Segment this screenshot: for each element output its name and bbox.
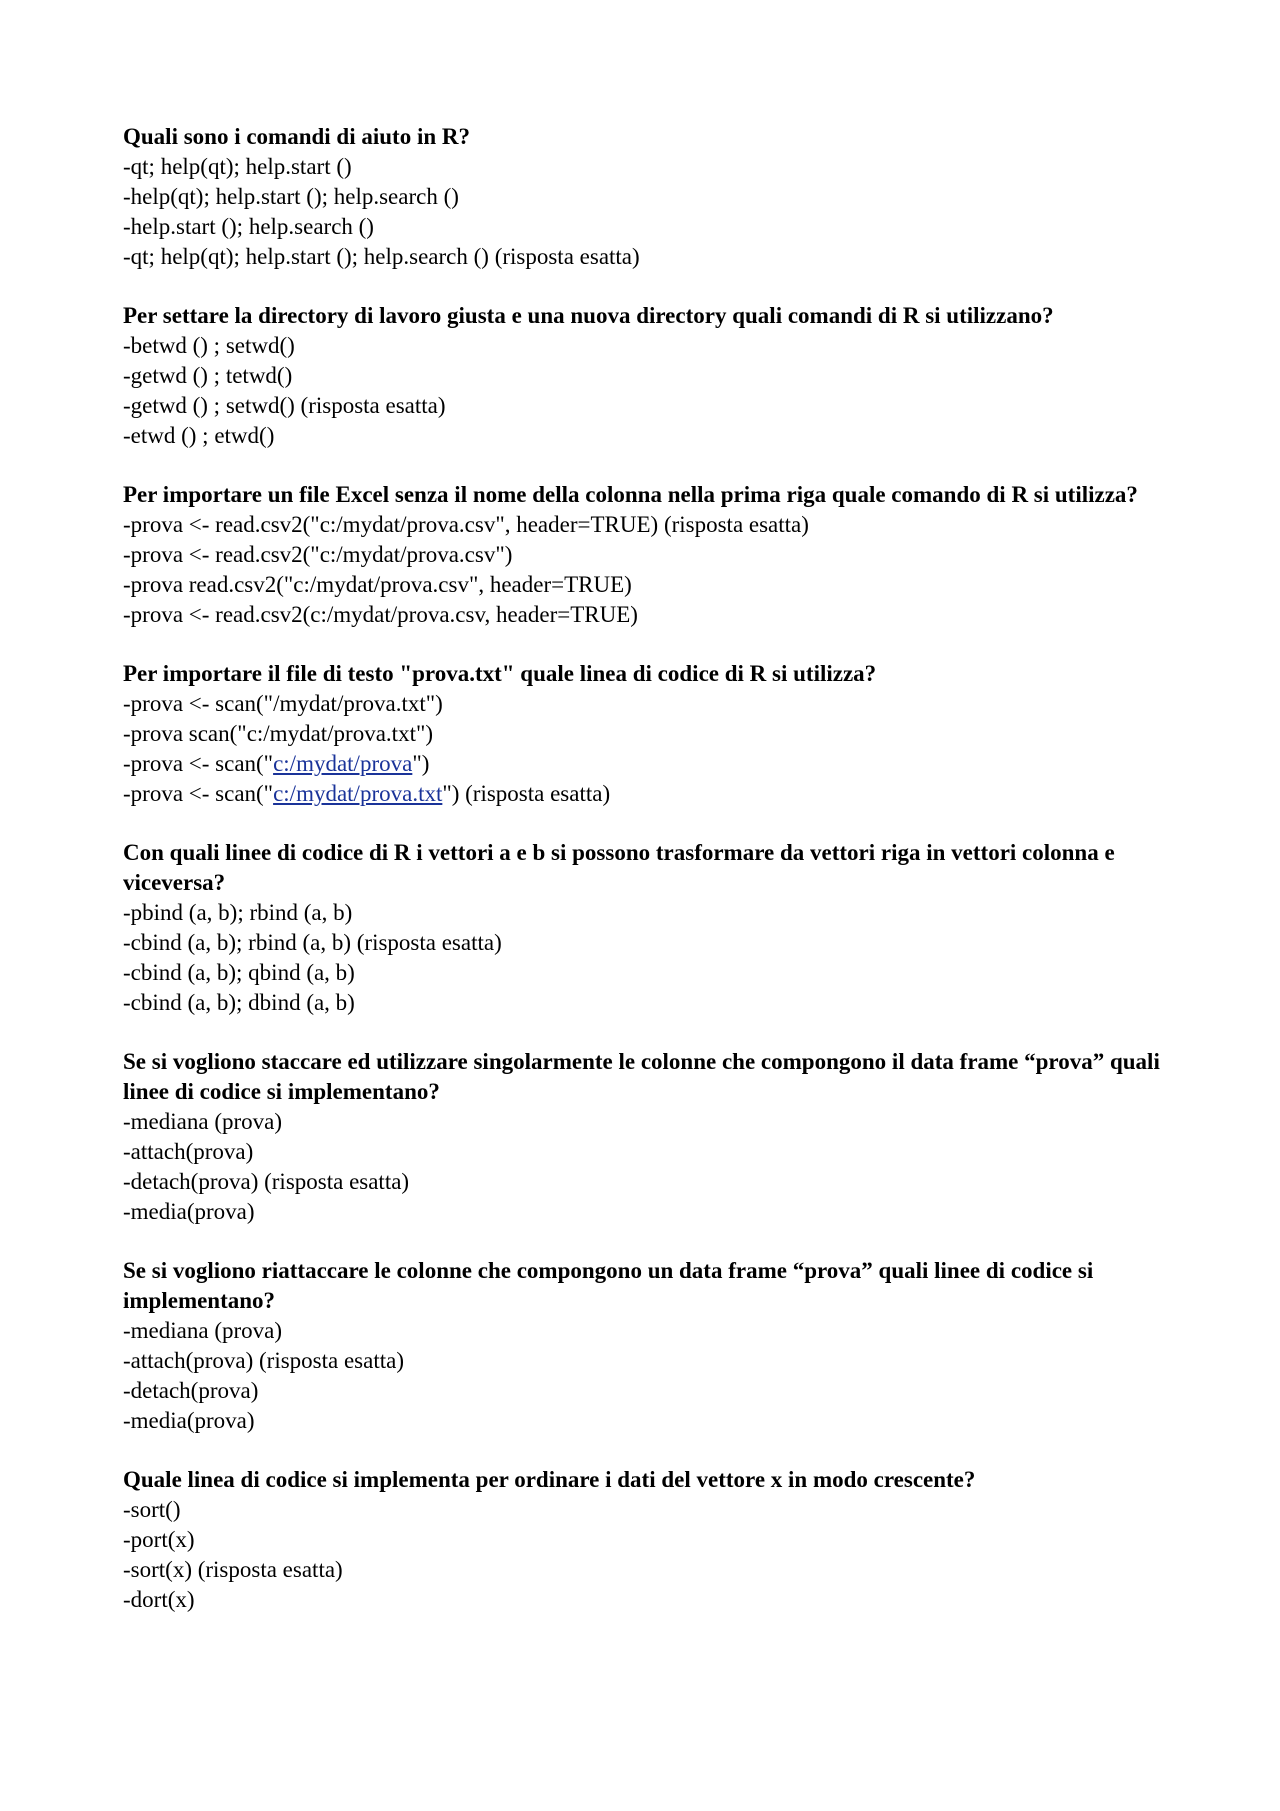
answer-option (123, 331, 1163, 361)
answer-text: -prova <- scan(" (123, 751, 274, 776)
answer-text: -etwd () ; etwd() (123, 423, 275, 448)
answer-option (123, 540, 1163, 570)
answer-option (123, 958, 1163, 988)
answer-option (123, 600, 1163, 630)
question-block (123, 838, 1163, 1018)
answer-option (123, 898, 1163, 928)
answer-text: -prova <- read.csv2("c:/mydat/prova.csv", header=TRUE) (risposta esatta) (123, 512, 809, 537)
answer-text: -attach(prova) (risposta esatta) (123, 1348, 404, 1373)
question-block (123, 301, 1163, 451)
answer-option (123, 1406, 1163, 1436)
answer-option (123, 570, 1163, 600)
answer-text: -sort(x) (risposta esatta) (123, 1557, 343, 1582)
question-block (123, 122, 1163, 272)
answer-option (123, 749, 1163, 779)
answer-option (123, 1525, 1163, 1555)
answer-text: -detach(prova) (risposta esatta) (123, 1169, 410, 1194)
answer-text: -sort() (123, 1497, 181, 1522)
question-block (123, 1256, 1163, 1436)
path-link[interactable]: c:/mydat/prova.txt (273, 781, 443, 806)
answer-option (123, 1137, 1163, 1167)
answer-text: -pbind (a, b); rbind (a, b) (123, 900, 353, 925)
answer-text: -getwd () ; tetwd() (123, 363, 293, 388)
answer-text: -qt; help(qt); help.start () (123, 154, 352, 179)
question-text: Per importare il file di testo "prova.txt" quale linea di codice di R si utilizza? (123, 661, 877, 686)
answer-text: -prova <- scan("/mydat/prova.txt") (123, 691, 443, 716)
question-text: Con quali linee di codice di R i vettori a e b si possono trasformare da vettori riga in vettori colonna e viceversa? (123, 840, 1115, 895)
answer-option (123, 212, 1163, 242)
answer-option (123, 1376, 1163, 1406)
answer-option (123, 1585, 1163, 1615)
answer-option (123, 1107, 1163, 1137)
answer-option (123, 1197, 1163, 1227)
answer-option (123, 689, 1163, 719)
answer-text: -prova <- read.csv2(c:/mydat/prova.csv, header=TRUE) (123, 602, 638, 627)
question-text: Per settare la directory di lavoro giusta e una nuova directory quali comandi di R si utilizzano? (123, 303, 1054, 328)
question-text: Quale linea di codice si implementa per ordinare i dati del vettore x in modo crescente? (123, 1467, 976, 1492)
question-text: Per importare un file Excel senza il nome della colonna nella prima riga quale comando di R si utilizza? (123, 482, 1138, 507)
answer-text: -betwd () ; setwd() (123, 333, 295, 358)
answer-option (123, 1346, 1163, 1376)
answer-option (123, 391, 1163, 421)
answer-text: -media(prova) (123, 1199, 255, 1224)
answer-option (123, 779, 1163, 809)
answer-text: -prova read.csv2("c:/mydat/prova.csv", header=TRUE) (123, 572, 632, 597)
answer-option (123, 1555, 1163, 1585)
answer-text: -attach(prova) (123, 1139, 254, 1164)
question-block (123, 1047, 1163, 1227)
answer-text: -cbind (a, b); qbind (a, b) (123, 960, 355, 985)
question-block (123, 1465, 1163, 1615)
answer-text: -mediana (prova) (123, 1109, 283, 1134)
question-block (123, 659, 1163, 809)
answer-text: -getwd () ; setwd() (risposta esatta) (123, 393, 446, 418)
answer-option (123, 1316, 1163, 1346)
answer-text: -media(prova) (123, 1408, 255, 1433)
answer-text: -qt; help(qt); help.start (); help.search () (risposta esatta) (123, 244, 640, 269)
answer-text: -prova scan("c:/mydat/prova.txt") (123, 721, 434, 746)
answer-option (123, 361, 1163, 391)
answer-text: -cbind (a, b); rbind (a, b) (risposta esatta) (123, 930, 502, 955)
answer-text: -help(qt); help.start (); help.search () (123, 184, 459, 209)
question-text: Se si vogliono staccare ed utilizzare singolarmente le colonne che compongono il data frame “prova” quali linee di codice si implementano? (123, 1049, 1160, 1104)
path-link[interactable]: c:/mydat/prova (273, 751, 413, 776)
answer-option (123, 182, 1163, 212)
document-page (123, 122, 1163, 1644)
answer-text: -prova <- read.csv2("c:/mydat/prova.csv") (123, 542, 513, 567)
answer-option (123, 928, 1163, 958)
answer-option (123, 510, 1163, 540)
answer-text: -detach(prova) (123, 1378, 259, 1403)
question-text: Se si vogliono riattaccare le colonne che compongono un data frame “prova” quali linee di codice si implementano? (123, 1258, 1094, 1313)
answer-option (123, 1495, 1163, 1525)
answer-text: -mediana (prova) (123, 1318, 283, 1343)
question-block (123, 480, 1163, 630)
answer-option (123, 152, 1163, 182)
answer-option (123, 242, 1163, 272)
answer-text: -port(x) (123, 1527, 195, 1552)
answer-text: -help.start (); help.search () (123, 214, 374, 239)
answer-text: ") (412, 751, 430, 776)
answer-text: ") (risposta esatta) (442, 781, 611, 806)
answer-option (123, 421, 1163, 451)
answer-option (123, 988, 1163, 1018)
answer-option (123, 1167, 1163, 1197)
answer-text: -cbind (a, b); dbind (a, b) (123, 990, 355, 1015)
question-text: Quali sono i comandi di aiuto in R? (123, 124, 470, 149)
answer-text: -prova <- scan(" (123, 781, 274, 806)
answer-text: -dort(x) (123, 1587, 195, 1612)
answer-option (123, 719, 1163, 749)
